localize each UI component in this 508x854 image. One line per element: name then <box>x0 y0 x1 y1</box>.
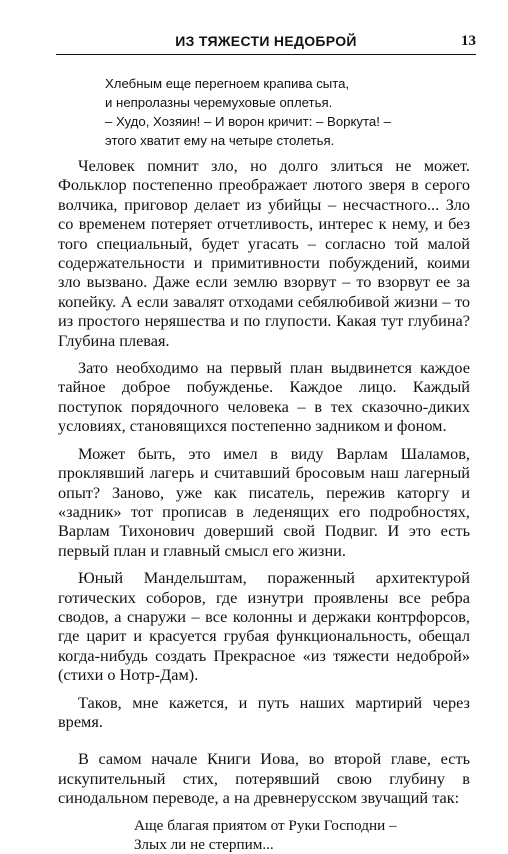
epigraph-line: – Худо, Хозяин! – И ворон кричит: – Воркута! – <box>105 114 391 129</box>
paragraph: Человек помнит зло, но долго злиться не может. Фольклор постепенно преображает лютого зверя в серого волчика, приговор делает из убийцы – несчастного... Зло со временем потеряет отчетливость, интерес к нему, и без того специальный, будет угасать – согласно той малой содержательности и примитивности побуждений, коими зло вызвано. Даже если землю взорвут – то взорвут ее за копейку. А если завалят отходами себялюбивой жизни – то из простого неряшества и по глупости. Какая тут глубина? Глубина плевая. <box>58 156 470 350</box>
epigraph-line: и непролазны черемуховые оплетья. <box>105 95 333 110</box>
epigraph <box>105 74 485 150</box>
body-text <box>58 156 470 854</box>
page-number: 13 <box>461 33 476 49</box>
paragraph: Может быть, это имел в виду Варлам Шаламов, проклявший лагерь и считавший бросовым наш лагерный опыт? Заново, уже как писатель, пережив каторгу и «задник» тот прописав в леденящих его подробностях, Варлам Тихонович доверший свой Подвиг. И это есть первый план и главный смысл его жизни. <box>58 443 470 560</box>
verse-line: Аще благая приятом от Руки Господни – <box>134 816 397 834</box>
paragraph: Юный Мандельштам, пораженный архитектурой готических соборов, где изнутри проявлены все ребра сводов, а снаружи – все колонны и держаки контрфорсов, где царит и красуется грубая функциональность, обещал когда-нибудь создать Прекрасное «из тяжести недоброй» (стихи о Нотр-Дам). <box>58 568 470 685</box>
epigraph-line: этого хватит ему на четыре столетья. <box>105 133 335 148</box>
paragraph: Таков, мне кажется, и путь наших мартирий через время. <box>58 692 470 731</box>
paragraph: В самом начале Книги Иова, во второй главе, есть искупительный стих, потерявший свою глубину в синодальном переводе, а на древнерусском звучащий так: <box>58 749 470 808</box>
paragraph: Зато необходимо на первый план выдвинется каждое тайное доброе побужденье. Каждое лицо. Каждый поступок порядочного человека – в тех сказочно-диких условиях, становящихся постепенно задником и фоном. <box>58 358 470 436</box>
epigraph-line: Хлебным еще перегноем крапива сыта, <box>105 76 350 91</box>
page-header <box>56 30 476 55</box>
verse-line: Злых ли не стерпим... <box>134 835 274 853</box>
running-title: ИЗ ТЯЖЕСТИ НЕДОБРОЙ <box>175 33 357 49</box>
verse-quote <box>134 816 470 854</box>
